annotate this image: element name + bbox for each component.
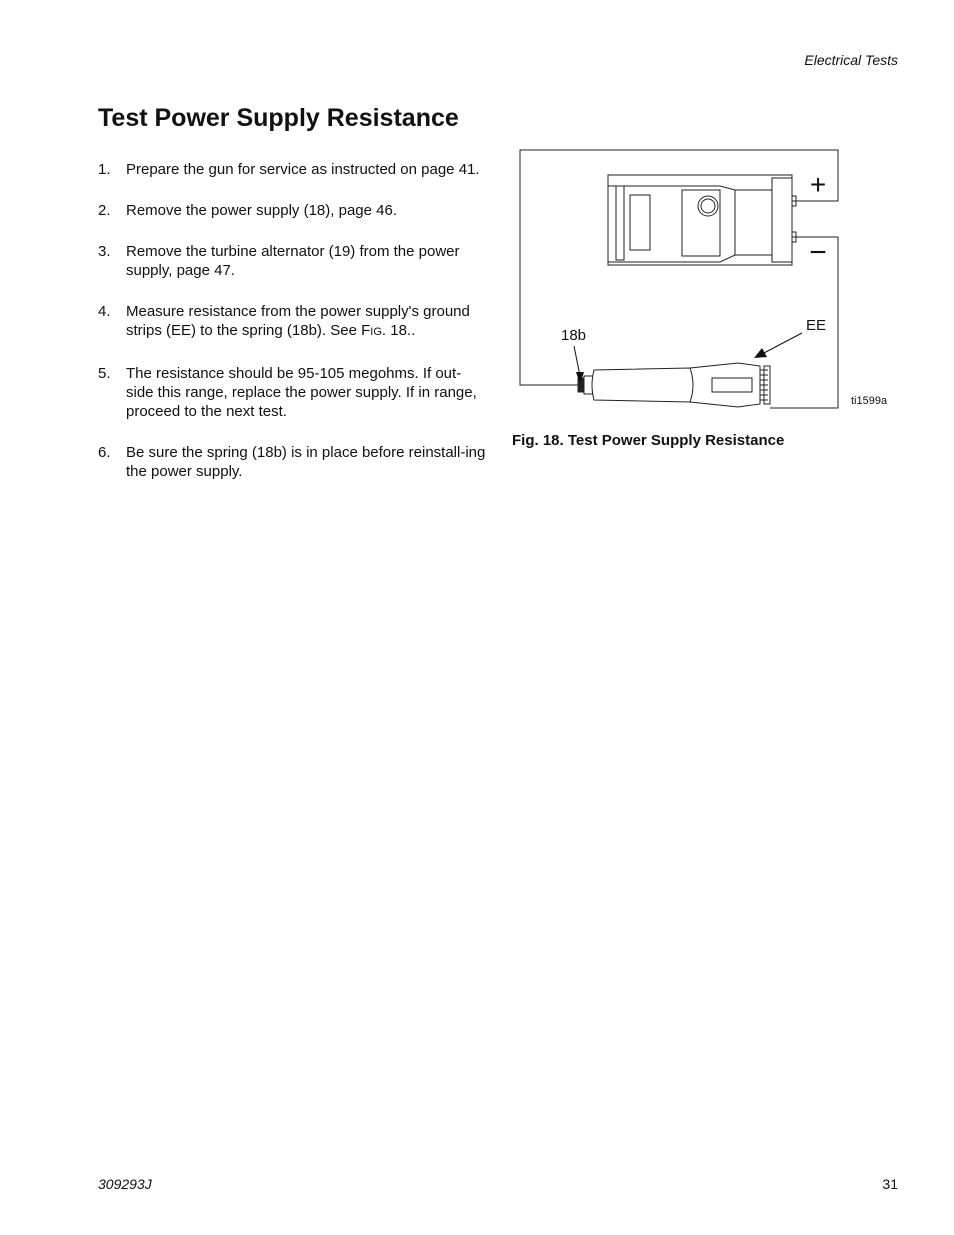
step-5 (98, 364, 486, 421)
power-supply-illustration (608, 175, 796, 265)
step-text: The resistance should be 95-105 megohms. If out-side this range, replace the power supply. If in range, proceed to the next test. (126, 365, 477, 420)
step-number: 3. (98, 243, 111, 260)
step-text-main: Measure resistance from the power supply's ground strips (EE) to the spring (18b). See F (126, 303, 470, 339)
arrow-head-icon (754, 348, 767, 358)
step-text (126, 302, 486, 342)
procedure-steps (98, 160, 486, 503)
step-text: Remove the turbine alternator (19) from the power supply, page 47. (126, 243, 460, 279)
plus-symbol: + (809, 169, 827, 200)
step-4 (98, 302, 486, 342)
step-number: 4. (98, 303, 111, 320)
callout-spring-18b: 18b (561, 327, 587, 344)
callout-ground-strips-ee: EE (806, 317, 827, 334)
power-supply-side-illustration (578, 363, 770, 407)
step-number: 2. (98, 202, 111, 219)
step-number: 1. (98, 161, 111, 178)
step-2 (98, 201, 486, 220)
step-text-end: . 18.. (381, 322, 416, 339)
footer-doc-number: 309293J (98, 1176, 152, 1192)
callout-leader (762, 333, 802, 354)
step-text: Remove the power supply (18), page 46. (126, 202, 397, 219)
footer-page-number: 31 (882, 1176, 898, 1192)
step-number: 6. (98, 444, 111, 461)
step-6 (98, 443, 486, 481)
figure-reference-id: ti1599a (851, 395, 888, 407)
callout-leader (574, 346, 580, 376)
step-text: Prepare the gun for service as instructed on page 41. (126, 161, 480, 178)
running-header: Electrical Tests (804, 52, 898, 68)
step-3 (98, 242, 486, 280)
figure-caption: Fig. 18. Test Power Supply Resistance (512, 432, 785, 449)
step-number: 5. (98, 365, 111, 382)
step-1 (98, 160, 486, 179)
minus-symbol: − (809, 236, 827, 269)
figure-ref-smallcaps: IG (370, 326, 382, 338)
page-title: Test Power Supply Resistance (98, 104, 459, 132)
power-supply-test-figure (510, 145, 888, 420)
step-text: Be sure the spring (18b) is in place before reinstall-ing the power supply. (126, 444, 486, 480)
